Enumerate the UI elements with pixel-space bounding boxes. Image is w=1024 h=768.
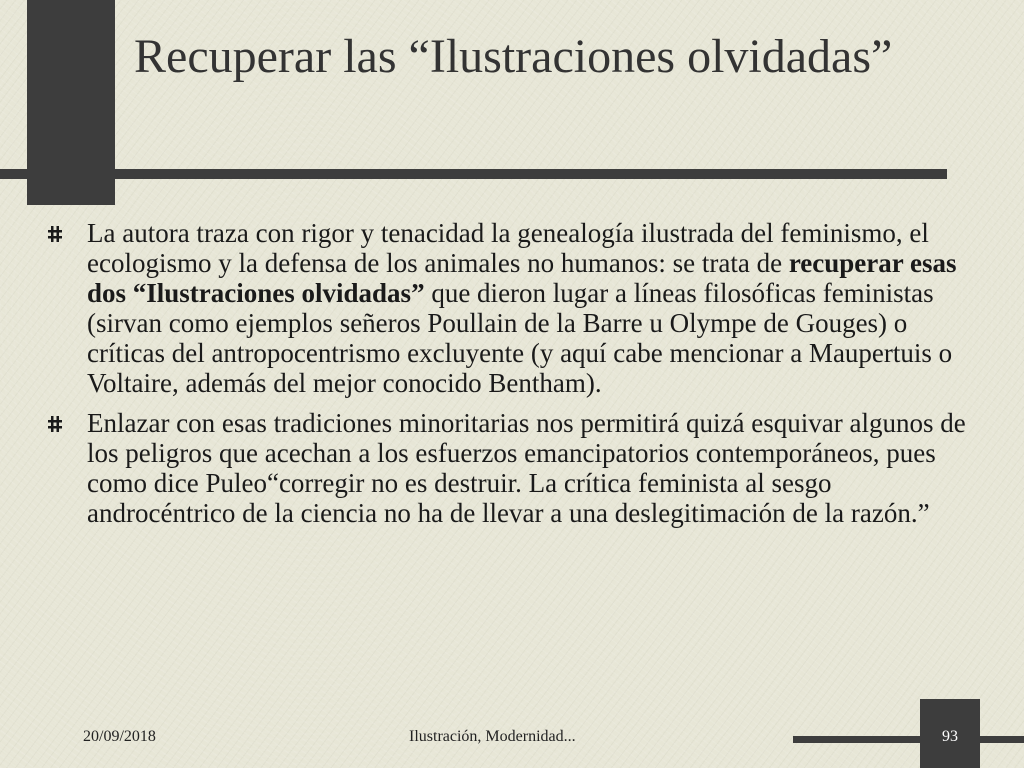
hash-bullet-icon [48, 226, 62, 242]
bullet-item [48, 218, 983, 398]
footer-bar [793, 736, 1024, 743]
bullet-text-segment: que dieron lugar a líneas filosóficas feministas (sirvan como ejemplos señeros Poullain de la Barre u Olympe de Gouges) o críticas del antropocentrismo excluyente (y aquí cabe mencionar a Maupertuis o Voltaire, además del mejor conocido Bentham). [87, 278, 953, 398]
footer-date: 20/09/2018 [83, 728, 156, 745]
slide-title: Recuperar las “Ilustraciones olvidadas” [134, 30, 893, 83]
bullet-text-segment: La autora traza con rigor y tenacidad la genealogía ilustrada del feminismo, el ecologismo y la defensa de los animales no humanos: se trata de [87, 218, 929, 278]
bullet-text [87, 408, 966, 528]
bullet-item [48, 408, 983, 528]
slide-content [48, 218, 983, 538]
page-number: 93 [942, 728, 958, 745]
bullet-text [87, 218, 957, 398]
hash-bullet-icon [48, 416, 62, 432]
bullet-text-segment: Enlazar con esas tradiciones minoritarias nos permitirá quizá esquivar algunos de los peligros que acechan a los esfuerzos emancipatorios contemporáneos, pues como dice Puleo“corregir no es destruir. La crítica feminista al sesgo androcéntrico de la ciencia no ha de llevar a una deslegitimación de la razón.” [87, 408, 966, 528]
footer-title: Ilustración, Modernidad... [409, 728, 576, 745]
title-divider [0, 169, 947, 179]
bullet-text-emphasis: recuperar esas dos “Ilustraciones olvidadas” [87, 248, 957, 308]
